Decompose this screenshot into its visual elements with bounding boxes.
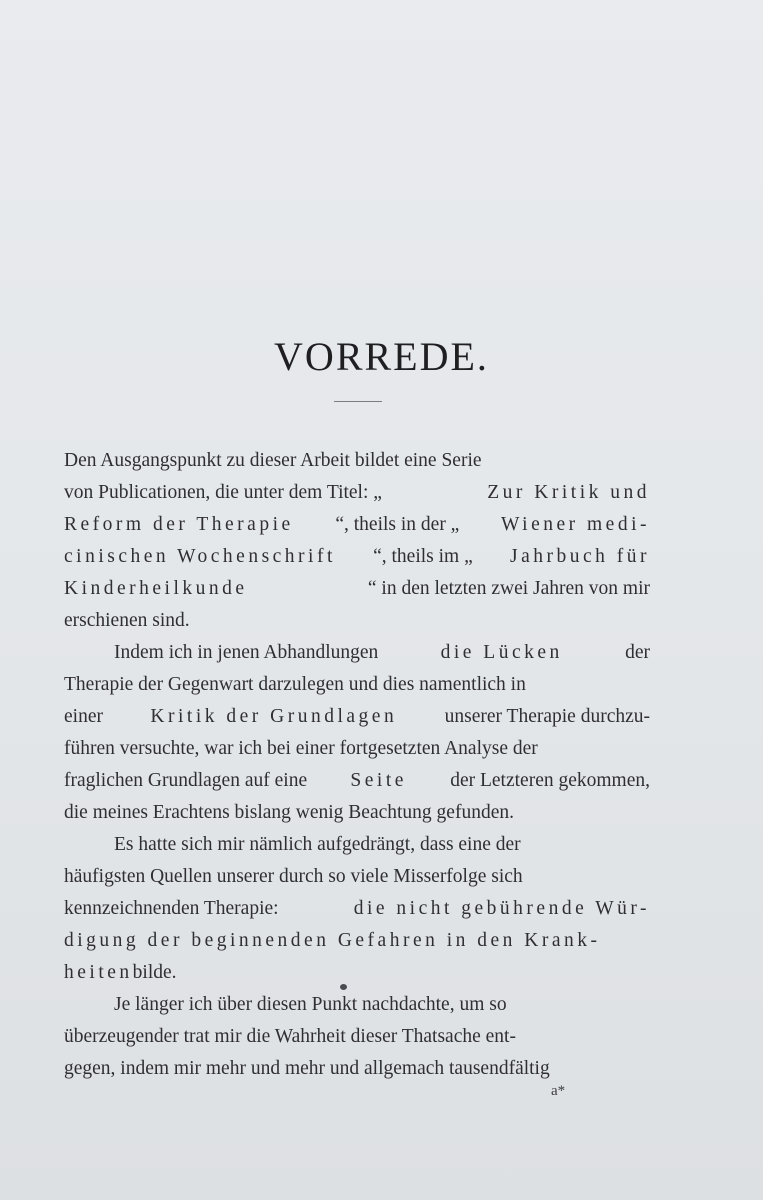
text-line bbox=[64, 1021, 650, 1053]
preface-body bbox=[64, 445, 650, 1085]
text-line bbox=[64, 669, 650, 701]
line-text: kennzeichnenden Therapie: bbox=[64, 898, 279, 919]
spaced-text: die Lücken bbox=[440, 642, 563, 663]
spaced-text: Kinderheilkunde bbox=[64, 578, 248, 599]
text-line bbox=[64, 861, 650, 893]
line-text: der bbox=[625, 642, 650, 663]
text-line bbox=[64, 701, 650, 733]
text-line bbox=[64, 957, 650, 989]
text-line bbox=[64, 477, 650, 509]
spaced-text: Jahrbuch für bbox=[509, 546, 650, 567]
line-text: “, theils im „ bbox=[373, 546, 473, 567]
text-line bbox=[64, 573, 650, 605]
spaced-text: Zur Kritik und bbox=[487, 482, 650, 503]
spaced-text: heiten bbox=[64, 962, 133, 983]
spaced-text: Kritik der Grundlagen bbox=[150, 706, 398, 727]
line-text: gegen, indem mir mehr und mehr und allgemach tausendfältig bbox=[64, 1058, 550, 1079]
line-text: bilde. bbox=[132, 962, 177, 983]
text-line bbox=[64, 1053, 650, 1085]
spaced-text: die nicht gebührende Wür- bbox=[353, 898, 650, 919]
text-line bbox=[64, 637, 650, 669]
text-line bbox=[64, 893, 650, 925]
page-title: VORREDE. bbox=[274, 334, 489, 379]
text-line bbox=[64, 541, 650, 573]
spaced-text: digung der beginnenden Gefahren in den Krank- bbox=[64, 930, 601, 951]
text-line bbox=[64, 445, 650, 477]
line-text: fraglichen Grundlagen auf eine bbox=[64, 770, 308, 791]
spaced-text: cinischen Wochenschrift bbox=[64, 546, 336, 567]
text-line bbox=[64, 925, 650, 957]
line-text: Je länger ich über diesen Punkt nachdachte, um so bbox=[114, 994, 507, 1015]
line-text: von Publicationen, die unter dem Titel: „ bbox=[64, 482, 382, 503]
ink-dot bbox=[340, 984, 347, 990]
spaced-text: Wiener medi- bbox=[501, 514, 650, 535]
line-text: häufigsten Quellen unserer durch so viele Misserfolge sich bbox=[64, 866, 523, 887]
text-line bbox=[64, 765, 650, 797]
line-text: führen versuchte, war ich bei einer fortgesetzten Analyse der bbox=[64, 738, 538, 759]
line-text: Es hatte sich mir nämlich aufgedrängt, dass eine der bbox=[114, 834, 521, 855]
line-text: “ in den letzten zwei Jahren von mir bbox=[367, 578, 650, 599]
text-line bbox=[64, 733, 650, 765]
spaced-text: Reform der Therapie bbox=[64, 514, 294, 535]
text-line bbox=[64, 829, 650, 861]
line-text: Indem ich in jenen Abhandlungen bbox=[114, 642, 379, 663]
line-text: Den Ausgangspunkt zu dieser Arbeit bildet eine Serie bbox=[64, 450, 482, 471]
line-text: Therapie der Gegenwart darzulegen und dies namentlich in bbox=[64, 674, 526, 695]
text-line bbox=[64, 797, 650, 829]
spaced-text: Seite bbox=[350, 770, 407, 791]
line-text: überzeugender trat mir die Wahrheit dieser Thatsache ent- bbox=[64, 1026, 516, 1047]
line-text: “, theils in der „ bbox=[335, 514, 460, 535]
text-line bbox=[64, 509, 650, 541]
title-rule bbox=[334, 401, 382, 402]
text-line bbox=[64, 605, 650, 637]
signature-mark: a* bbox=[551, 1083, 566, 1099]
line-text: der Letzteren gekommen, bbox=[450, 770, 650, 791]
line-text: erschienen sind. bbox=[64, 610, 190, 631]
line-text: die meines Erachtens bislang wenig Beachtung gefunden. bbox=[64, 802, 514, 823]
line-text: unserer Therapie durchzu- bbox=[444, 706, 650, 727]
line-text: einer bbox=[64, 706, 103, 727]
text-line bbox=[64, 989, 650, 1021]
